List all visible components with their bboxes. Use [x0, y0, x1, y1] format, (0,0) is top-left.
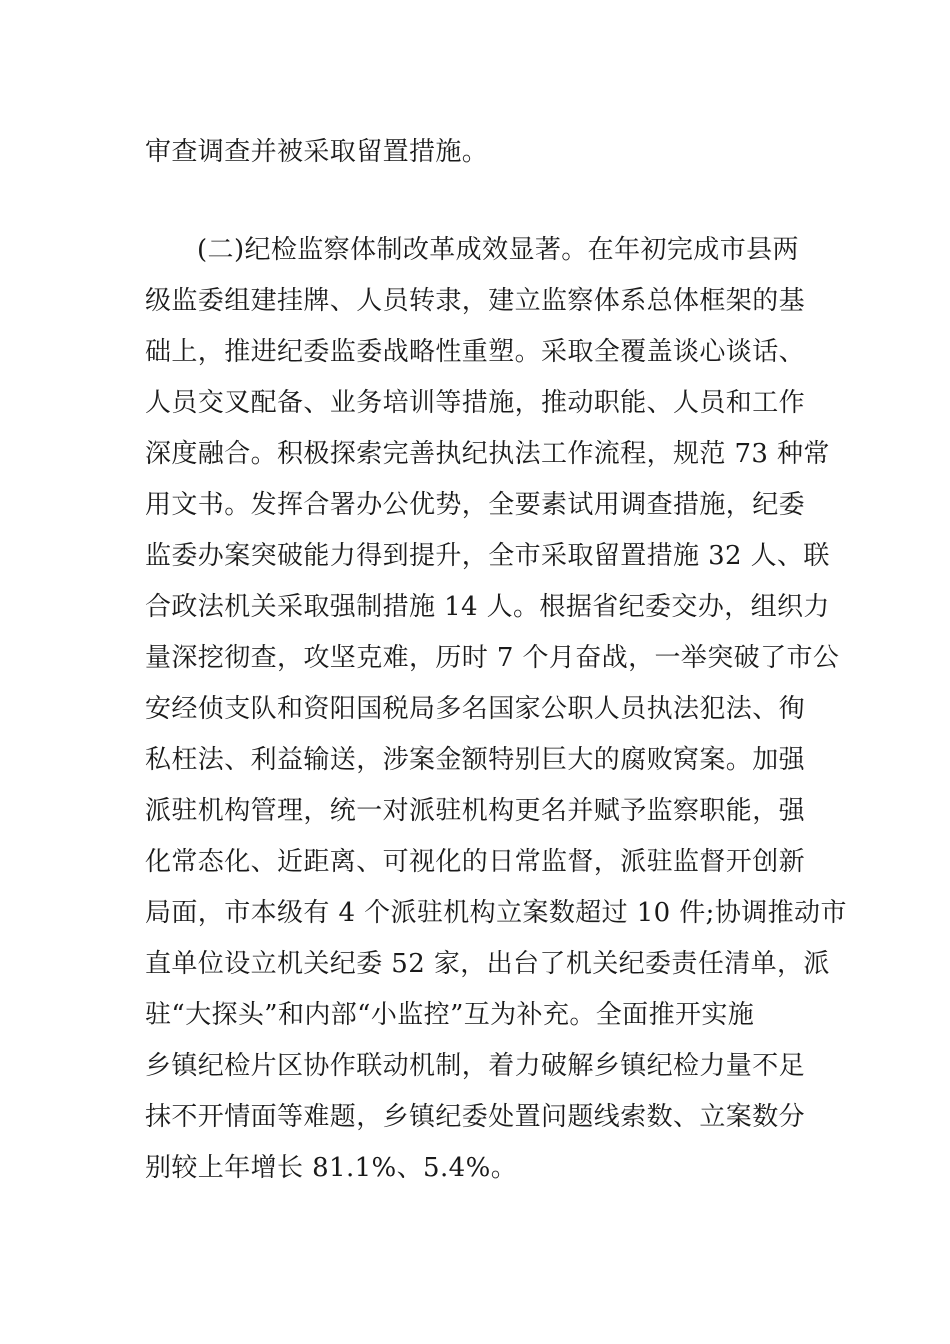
paragraph-line: 派驻机构管理，统一对派驻机构更名并赋予监察职能，强 [145, 796, 806, 826]
paragraph-line: 人员交叉配备、业务培训等措施，推动职能、人员和工作 [145, 388, 806, 418]
paragraph-line: 安经侦支队和资阳国税局多名国家公职人员执法犯法、徇 [145, 694, 806, 724]
paragraph-line: 驻“大探头”和内部“小监控”互为补充。全面推开实施 [145, 1000, 755, 1030]
paragraph-line: 量深挖彻查，攻坚克难，历时 7 个月奋战，一举突破了市公 [145, 643, 840, 673]
paragraph-line: 础上，推进纪委监委战略性重塑。采取全覆盖谈心谈话、 [145, 337, 806, 367]
paragraph-line: 用文书。发挥合署办公优势，全要素试用调查措施，纪委 [145, 490, 806, 520]
paragraph-line: 直单位设立机关纪委 52 家，出台了机关纪委责任清单，派 [145, 949, 830, 979]
paragraph-line: 合政法机关采取强制措施 14 人。根据省纪委交办，组织力 [145, 592, 830, 622]
paragraph-line: (二)纪检监察体制改革成效显著。在年初完成市县两 [197, 235, 799, 265]
paragraph-line: 抹不开情面等难题，乡镇纪委处置问题线索数、立案数分 [145, 1102, 806, 1132]
paragraph-line: 乡镇纪检片区协作联动机制，着力破解乡镇纪检力量不足 [145, 1051, 806, 1081]
continuation-line: 审查调查并被采取留置措施。 [145, 137, 489, 167]
paragraph-line: 监委办案突破能力得到提升，全市采取留置措施 32 人、联 [145, 541, 830, 571]
paragraph-line: 私枉法、利益输送，涉案金额特别巨大的腐败窝案。加强 [145, 745, 806, 775]
paragraph-line: 深度融合。积极探索完善执纪执法工作流程，规范 73 种常 [145, 439, 830, 469]
paragraph-line: 级监委组建挂牌、人员转隶，建立监察体系总体框架的基 [145, 286, 806, 316]
paragraph-line: 化常态化、近距离、可视化的日常监督，派驻监督开创新 [145, 847, 806, 877]
paragraph-line: 局面，市本级有 4 个派驻机构立案数超过 10 件;协调推动市 [145, 898, 847, 928]
paragraph-line: 别较上年增长 81.1%、5.4%。 [145, 1153, 518, 1183]
